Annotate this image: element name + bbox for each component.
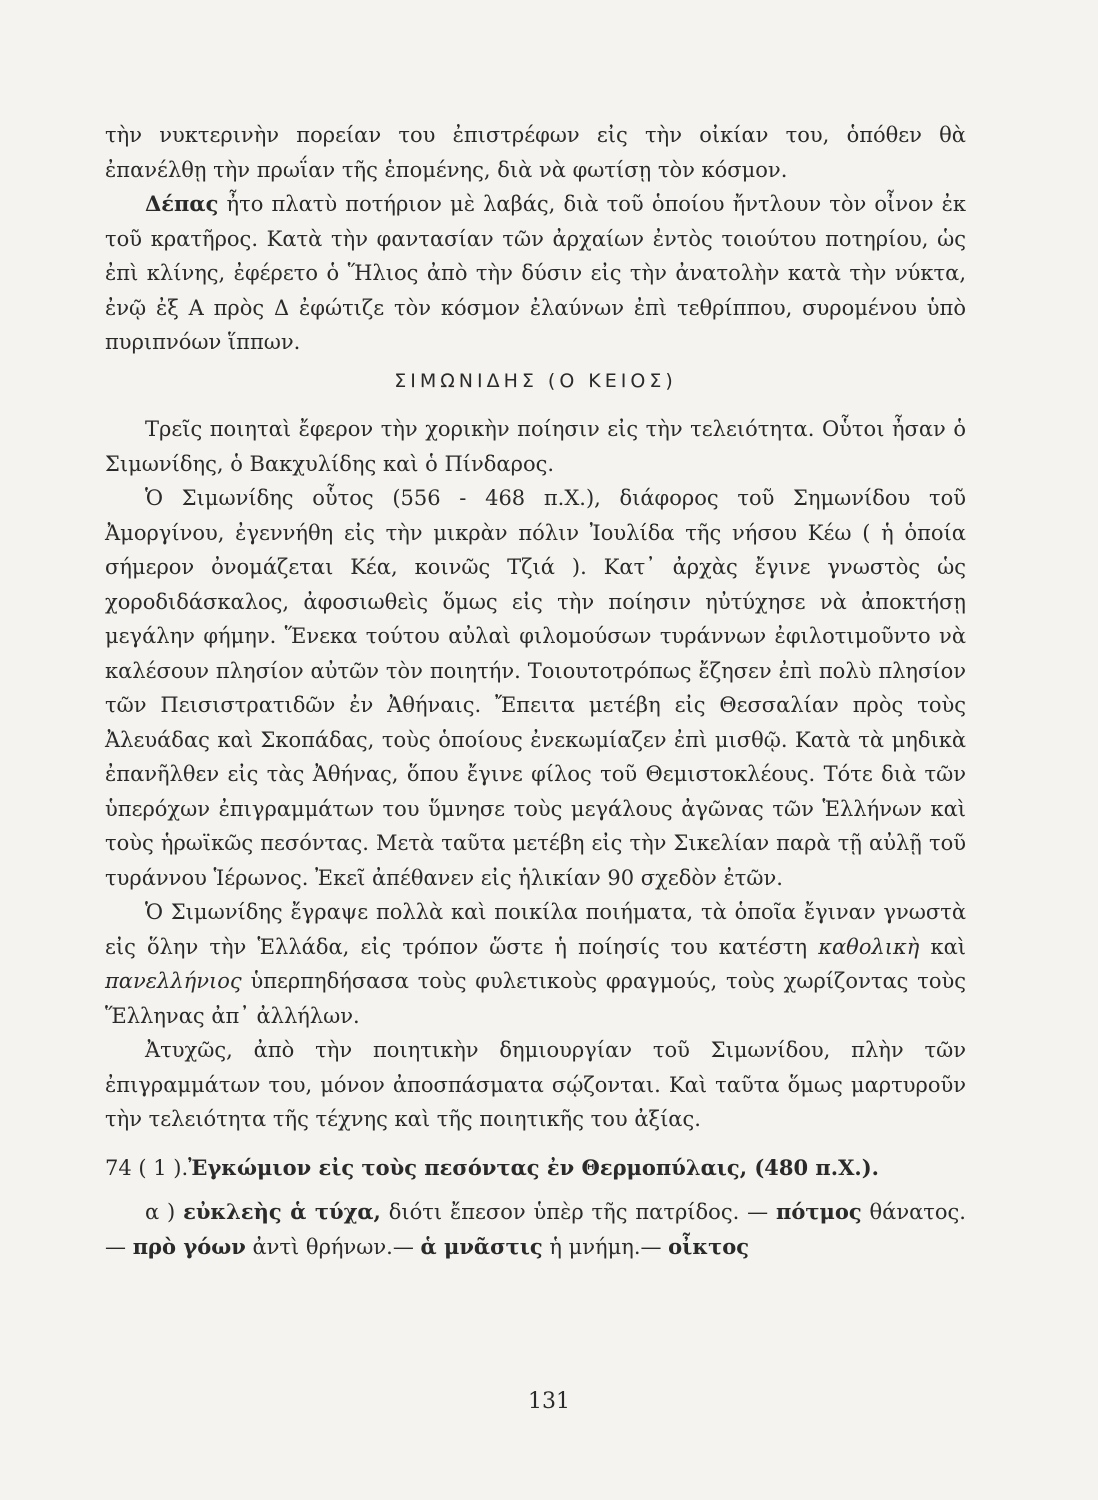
term-depas: Δέπας — [145, 191, 219, 216]
works-text-a: Ὁ Σιμωνίδης ἔγραψε πολλὰ καὶ ποικίλα ποιήματα, τὰ ὁποῖα ἔγιναν γνωστὰ εἰς ὅλην τὴν Ἑλλάδα, εἰς τρόπον ὥστε ἡ ποίησίς του κατέστη — [105, 900, 966, 959]
section-number: 74 ( 1 ). — [105, 1155, 189, 1180]
works-text-b: ὑπερπηδήσασα τοὺς φυλετικοὺς φραγμούς, τοὺς χωρίζοντας τοὺς Ἕλληνας ἀπ᾽ ἀλλήλων. — [105, 969, 966, 1028]
note-term: οἶκτος — [668, 1233, 750, 1259]
depas-definition: ἦτο πλατὺ ποτήριον μὲ λαβάς, διὰ τοῦ ὁποίου ἤντλουν τὸν οἶνον ἐκ τοῦ κρατῆρος. Κατὰ τὴν φαντασίαν τῶν ἀρχαίων ἐντὸς τοιούτου ποτηρίου, ὡς ἐπὶ κλίνης, ἐφέρετο ὁ Ἥλιος ἀπὸ τὴν δύσιν εἰς τὴν ἀνατολὴν κατὰ τὴν νύκτα, ἐνῷ ἐξ Α πρὸς Δ ἐφώτιζε τὸν κόσμον ἐλαύνων ἐπὶ τεθρίππου, συρομένου ὑπὸ πυριπνόων ἵππων. — [105, 192, 966, 354]
depas-paragraph — [105, 187, 966, 360]
works-paragraph — [105, 895, 966, 1033]
note-gloss: ἡ μνήμη.— — [542, 1234, 669, 1259]
note-term: εὐκλεὴς ἁ τύχα, — [183, 1199, 381, 1224]
fragments-paragraph: Ἀτυχῶς, ἀπὸ τὴν ποιητικὴν δημιουργίαν τοῦ Σιμωνίδου, πλὴν τῶν ἐπιγραμμάτων του, μόνον ἀποσπάσματα σῴζονται. Καὶ ταῦτα ὅμως μαρτυροῦν τὴν τελειότητα τῆς τέχνης καὶ τῆς ποιητικῆς του ἀξίας. — [105, 1038, 966, 1131]
works-text-mid: καὶ — [919, 934, 966, 959]
section-title — [105, 1151, 966, 1186]
italic-katholiki: καθολικὴ — [818, 934, 920, 959]
note-gloss: διότι ἔπεσον ὑπὲρ τῆς πατρίδος. — — [380, 1200, 776, 1224]
biography-paragraph: Ὁ Σιμωνίδης οὗτος (556 - 468 π.Χ.), διάφορος τοῦ Σημωνίδου τοῦ Ἀμοργίνου, ἐγεννήθη εἰς τὴν μικρὰν πόλιν Ἰουλίδα τῆς νήσου Κέω ( ἡ ὁποία σήμερον ὀνομάζεται Κέα, κοινῶς Τζιά ). Κατ᾽ ἀρχὰς ἔγινε γνωστὸς ὡς χοροδιδάσκαλος, ἀφοσιωθεὶς ὅμως εἰς τὴν ποίησιν ηὐτύχησε νὰ ἀποκτήσῃ μεγάλην φήμην. Ἕνεκα τούτου αὐλαὶ φιλομούσων τυράννων ἐφιλοτιμοῦντο νὰ καλέσουν πλησίον αὐτῶν τὸν ποιητήν. Τοιουτοτρόπως ἔζησεν ἐπὶ πολὺ πλησίον τῶν Πεισιστρατιδῶν ἐν Ἀθήναις. Ἔπειτα μετέβη εἰς Θεσσαλίαν πρὸς τοὺς Ἀλευάδας καὶ Σκοπάδας, τοὺς ὁποίους ἐνεκωμίαζεν ἐπὶ μισθῷ. Κατὰ τὰ μηδικὰ ἐπανῆλθεν εἰς τὰς Ἀθήνας, ὅπου ἔγινε φίλος τοῦ Θεμιστοκλέους. Τότε διὰ τῶν ὑπερόχων ἐπιγραμμάτων του ὕμνησε τοὺς μεγάλους ἀγῶνας τῶν Ἑλλήνων καὶ τοὺς ἡρωϊκῶς πεσόντας. Μετὰ ταῦτα μετέβη εἰς τὴν Σικελίαν παρὰ τῇ αὐλῇ τοῦ τυράννου Ἱέρωνος. Ἐκεῖ ἀπέθανεν εἰς ἡλικίαν 90 σχεδὸν ἐτῶν. — [105, 486, 966, 890]
note-gloss: ἀντὶ θρήνων.— — [245, 1234, 421, 1259]
note-gloss: θάνατος.— — [105, 1200, 966, 1259]
note-label: α ) — [145, 1200, 176, 1224]
note-term: πρὸ γόων — [132, 1233, 246, 1259]
glossary-notes — [105, 1195, 966, 1264]
chapter-heading: ΣΙΜΩΝΙΔΗΣ (Ο ΚΕΙΟΣ) — [394, 369, 677, 392]
intro-paragraph: Τρεῖς ποιηταὶ ἔφερον τὴν χορικὴν ποίησιν εἰς τὴν τελειότητα. Οὗτοι ἦσαν ὁ Σιμωνίδης, ὁ Βακχυλίδης καὶ ὁ Πίνδαρος. — [105, 417, 966, 476]
note-term: ἁ μνᾶστις — [420, 1233, 543, 1259]
note-term: πότμος — [775, 1199, 862, 1224]
page-number: 131 — [528, 1389, 570, 1414]
opening-paragraph: τὴν νυκτερινὴν πορείαν του ἐπιστρέφων εἰς τὴν οἰκίαν του, ὁπόθεν θὰ ἐπανέλθῃ τὴν πρωΐαν τῆς ἑπομένης, διὰ νὰ φωτίσῃ τὸν κόσμον. — [105, 123, 966, 182]
section-title-text: Ἐγκώμιον εἰς τοὺς πεσόντας ἐν Θερμοπύλαις, (480 π.Χ.). — [188, 1154, 879, 1180]
italic-panellinios: πανελλήνιος — [105, 969, 242, 993]
